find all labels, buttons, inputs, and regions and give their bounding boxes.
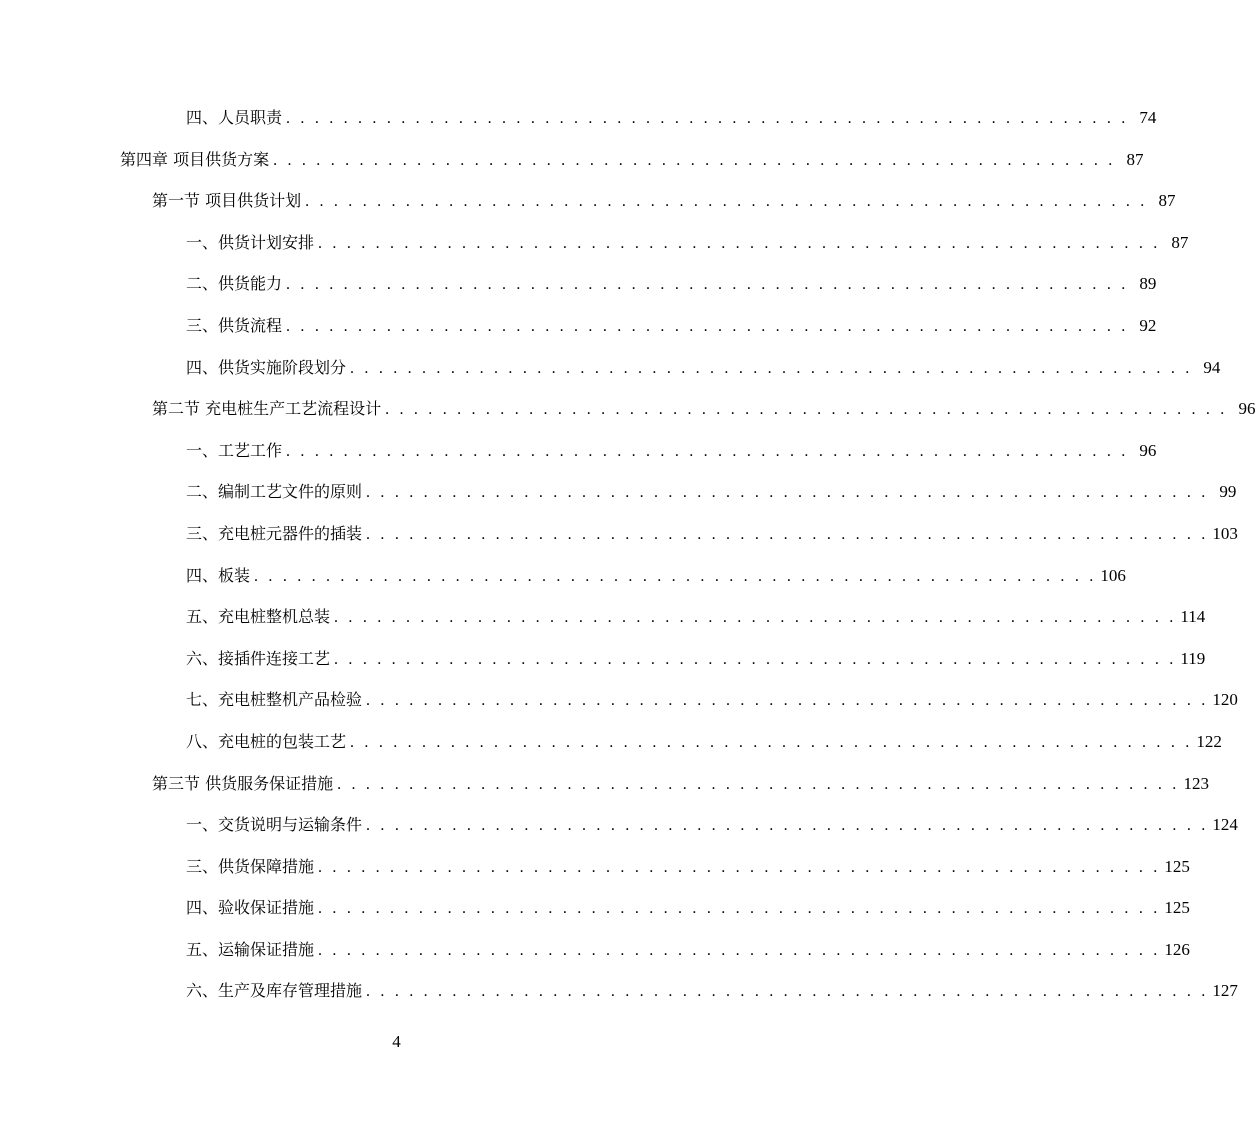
toc-entry-line	[186, 846, 1190, 889]
toc-dot-leader: . . . . . . . . . . . . . . . . . . . . . . . . . . . . . . . . . . . . . . . . . . . . . . . . . . . . . . . . . . .	[286, 317, 1129, 335]
toc-dot-leader: . . . . . . . . . . . . . . . . . . . . . . . . . . . . . . . . . . . . . . . . . . . . . . . . . . . . . . . . . . .	[334, 609, 1177, 627]
toc-dot-leader: . . . . . . . . . . . . . . . . . . . . . . . . . . . . . . . . . . . . . . . . . . . . . . . . . . . . . . . . . . .	[286, 442, 1129, 460]
toc-entry[interactable]	[0, 596, 1206, 638]
toc-dot-leader: . . . . . . . . . . . . . . . . . . . . . . . . . . . . . . . . . . . . . . . . . . . . . . . . . . . . . . . . . . .	[286, 110, 1129, 127]
toc-dot-leader: . . . . . . . . . . . . . . . . . . . . . . . . . . . . . . . . . . . . . . . . . . . . . . . . . . . . . . . . . . .	[366, 484, 1209, 502]
toc-entry-page-number: 123	[1183, 773, 1209, 793]
toc-entry-title: 三、供货流程	[186, 305, 286, 347]
toc-entry[interactable]	[0, 97, 1157, 139]
toc-entry-title: 五、充电桩整机总装	[186, 596, 334, 638]
toc-entry[interactable]	[0, 388, 1256, 430]
toc-entry-line	[186, 430, 1157, 473]
toc-entry[interactable]	[0, 180, 1176, 222]
toc-entry-title: 三、充电桩元器件的插装	[186, 513, 366, 555]
toc-entry[interactable]	[0, 222, 1189, 264]
toc-entry[interactable]	[0, 638, 1206, 680]
toc-entry-page-number: 87	[1171, 232, 1189, 252]
toc-entry[interactable]	[0, 139, 1144, 181]
toc-dot-leader: . . . . . . . . . . . . . . . . . . . . . . . . . . . . . . . . . . . . . . . . . . . . . . . . . . . . . . . . . . .	[366, 692, 1209, 710]
toc-dot-leader: . . . . . . . . . . . . . . . . . . . . . . . . . . . . . . . . . . . . . . . . . . . . . . . . . . . . . . . . . . .	[254, 567, 1097, 585]
toc-entry-line	[186, 970, 1238, 1013]
toc-entry[interactable]	[0, 347, 1221, 389]
toc-dot-leader: . . . . . . . . . . . . . . . . . . . . . . . . . . . . . . . . . . . . . . . . . . . . . . . . . . . . . . . . . . .	[305, 193, 1148, 211]
toc-entry-line	[186, 721, 1222, 764]
toc-entry-line	[186, 555, 1126, 598]
toc-entry-line	[186, 347, 1221, 390]
toc-entry[interactable]	[0, 804, 1238, 846]
toc-entry-page-number: 74	[1139, 108, 1157, 127]
toc-entry-page-number: 127	[1212, 981, 1238, 1001]
toc-entry[interactable]	[0, 846, 1190, 888]
toc-dot-leader: . . . . . . . . . . . . . . . . . . . . . . . . . . . . . . . . . . . . . . . . . . . . . . . . . . . . . . . . . . .	[334, 650, 1177, 668]
toc-entry-title: 四、验收保证措施	[186, 887, 318, 929]
toc-entry-page-number: 87	[1126, 149, 1144, 169]
toc-dot-leader: . . . . . . . . . . . . . . . . . . . . . . . . . . . . . . . . . . . . . . . . . . . . . . . . . . . . . . . . . . .	[366, 983, 1209, 1001]
toc-entry[interactable]	[0, 263, 1157, 305]
toc-dot-leader: . . . . . . . . . . . . . . . . . . . . . . . . . . . . . . . . . . . . . . . . . . . . . . . . . . . . . . . . . . .	[350, 733, 1193, 751]
toc-entry-page-number: 124	[1212, 815, 1238, 835]
toc-entry-title: 四、供货实施阶段划分	[186, 347, 350, 389]
toc-entry-line	[186, 679, 1238, 722]
toc-dot-leader: . . . . . . . . . . . . . . . . . . . . . . . . . . . . . . . . . . . . . . . . . . . . . . . . . . . . . . . . . . .	[273, 151, 1116, 169]
toc-entry-page-number: 119	[1180, 648, 1206, 668]
toc-entry-page-number: 94	[1203, 357, 1221, 377]
toc-entry-line	[152, 763, 1209, 806]
toc-entry-line	[186, 804, 1238, 847]
toc-entry-title: 四、人员职责	[186, 97, 286, 139]
toc-dot-leader: . . . . . . . . . . . . . . . . . . . . . . . . . . . . . . . . . . . . . . . . . . . . . . . . . . . . . . . . . . .	[350, 359, 1193, 377]
toc-entry-line	[186, 638, 1206, 681]
toc-entry[interactable]	[0, 555, 1126, 597]
toc-entry-line	[186, 263, 1157, 306]
toc-dot-leader: . . . . . . . . . . . . . . . . . . . . . . . . . . . . . . . . . . . . . . . . . . . . . . . . . . . . . . . . . . .	[337, 775, 1180, 793]
toc-entry-title: 第四章 项目供货方案	[120, 139, 273, 181]
toc-entry-title: 第三节 供货服务保证措施	[152, 763, 337, 805]
toc-entry-line	[186, 929, 1190, 972]
toc-entry-page-number: 87	[1158, 191, 1176, 211]
toc-entry-line	[186, 222, 1189, 265]
toc-entry-page-number: 126	[1164, 939, 1190, 959]
toc-entry[interactable]	[0, 929, 1190, 971]
toc-dot-leader: . . . . . . . . . . . . . . . . . . . . . . . . . . . . . . . . . . . . . . . . . . . . . . . . . . . . . . . . . . .	[286, 276, 1129, 294]
toc-entry-line	[186, 305, 1157, 348]
toc-entry-line	[152, 388, 1256, 431]
toc-entry-title: 二、供货能力	[186, 263, 286, 305]
toc-dot-leader: . . . . . . . . . . . . . . . . . . . . . . . . . . . . . . . . . . . . . . . . . . . . . . . . . . . . . . . . . . .	[318, 900, 1161, 918]
toc-entry-page-number: 92	[1139, 315, 1157, 335]
toc-entry[interactable]	[0, 679, 1238, 721]
toc-entry-line	[186, 471, 1237, 514]
toc-entry-page-number: 99	[1219, 482, 1237, 502]
toc-entry-page-number: 125	[1164, 898, 1190, 918]
toc-entry[interactable]	[0, 471, 1237, 513]
toc-entry[interactable]	[0, 887, 1190, 929]
toc-entry-title: 第二节 充电桩生产工艺流程设计	[152, 388, 385, 430]
toc-dot-leader: . . . . . . . . . . . . . . . . . . . . . . . . . . . . . . . . . . . . . . . . . . . . . . . . . . . . . . . . . . .	[318, 858, 1161, 876]
toc-entry-page-number: 103	[1212, 523, 1238, 543]
toc-entry-line	[120, 139, 1144, 182]
toc-entry-page-number: 89	[1139, 274, 1157, 294]
toc-entry[interactable]	[0, 970, 1238, 1012]
toc-entry-title: 七、充电桩整机产品检验	[186, 679, 366, 721]
toc-entry-title: 四、板装	[186, 555, 254, 597]
toc-entry[interactable]	[0, 721, 1222, 763]
toc-entry[interactable]	[0, 763, 1209, 805]
toc-entry-title: 二、编制工艺文件的原则	[186, 471, 366, 513]
toc-entry-line	[186, 97, 1157, 140]
toc-entry-title: 八、充电桩的包装工艺	[186, 721, 350, 763]
toc-entry-title: 一、工艺工作	[186, 430, 286, 472]
page-number: 4	[392, 1032, 401, 1051]
toc-dot-leader: . . . . . . . . . . . . . . . . . . . . . . . . . . . . . . . . . . . . . . . . . . . . . . . . . . . . . . . . . . .	[385, 401, 1228, 419]
toc-entry-page-number: 122	[1196, 731, 1222, 751]
toc-entry-line	[186, 513, 1238, 556]
toc-entry-title: 六、生产及库存管理措施	[186, 970, 366, 1012]
toc-entry-line	[186, 887, 1190, 930]
toc-entry-title: 六、接插件连接工艺	[186, 638, 334, 680]
toc-entry-page-number: 106	[1100, 565, 1126, 585]
toc-dot-leader: . . . . . . . . . . . . . . . . . . . . . . . . . . . . . . . . . . . . . . . . . . . . . . . . . . . . . . . . . . .	[366, 817, 1209, 835]
toc-dot-leader: . . . . . . . . . . . . . . . . . . . . . . . . . . . . . . . . . . . . . . . . . . . . . . . . . . . . . . . . . . .	[366, 525, 1209, 543]
toc-entry-title: 五、运输保证措施	[186, 929, 318, 971]
table-of-contents	[0, 97, 1256, 1012]
toc-entry[interactable]	[0, 430, 1157, 472]
toc-entry-title: 一、供货计划安排	[186, 222, 318, 264]
toc-entry-title: 第一节 项目供货计划	[152, 180, 305, 222]
toc-entry-title: 一、交货说明与运输条件	[186, 804, 366, 846]
toc-entry-line	[186, 596, 1206, 639]
toc-entry-page-number: 96	[1139, 440, 1157, 460]
toc-entry[interactable]	[0, 513, 1238, 555]
toc-entry-page-number: 114	[1180, 607, 1206, 627]
toc-dot-leader: . . . . . . . . . . . . . . . . . . . . . . . . . . . . . . . . . . . . . . . . . . . . . . . . . . . . . . . . . . .	[318, 941, 1161, 959]
toc-entry-page-number: 120	[1212, 690, 1238, 710]
toc-dot-leader: . . . . . . . . . . . . . . . . . . . . . . . . . . . . . . . . . . . . . . . . . . . . . . . . . . . . . . . . . . .	[318, 234, 1161, 252]
toc-entry[interactable]	[0, 305, 1157, 347]
toc-entry-line	[152, 180, 1176, 223]
toc-entry-page-number: 125	[1164, 856, 1190, 876]
toc-entry-title: 三、供货保障措施	[186, 846, 318, 888]
toc-entry-page-number: 96	[1238, 399, 1256, 419]
